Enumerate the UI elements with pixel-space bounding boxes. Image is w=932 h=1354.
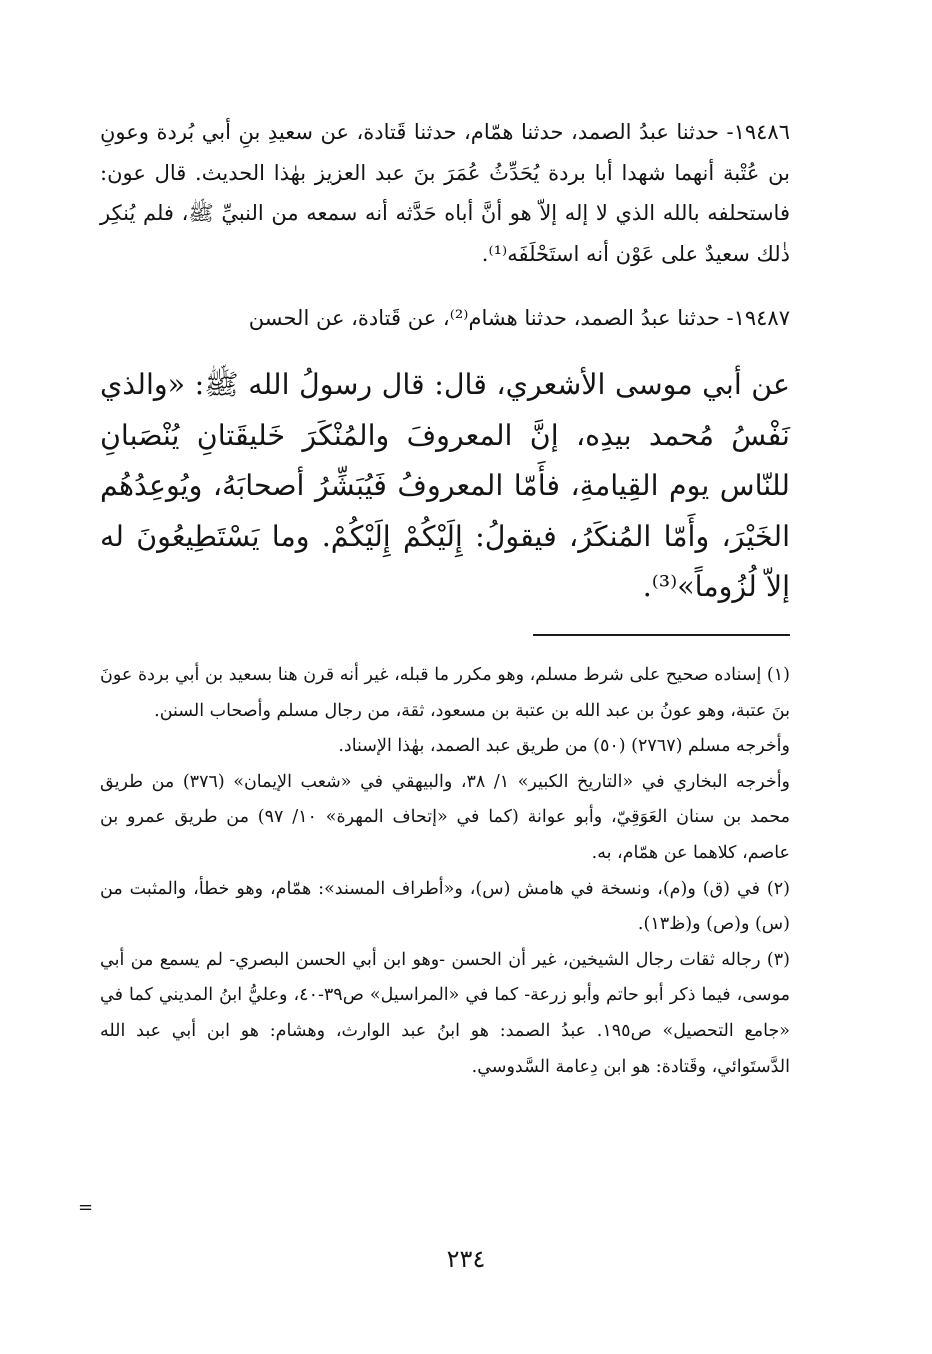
footnote-separator (533, 634, 790, 636)
page-number: ٢٣٤ (446, 1245, 486, 1273)
footnote-2: (٢) في (ق) و(م)، ونسخة في هامش (س)، و«أطراف المسند»: همّام، وهو خطأ، والمثبت من (س) و(ص) و(ظ١٣). (100, 878, 790, 935)
hadith-19486 (100, 112, 790, 274)
hadith-19487-matn-text: عن أبي موسى الأشعري، قال: قال رسولُ الله ﷺ: «والذي نَفْسُ مُحمد بيدِه، إنَّ المعروفَ والمُنْكَرَ خَليقَتانِ يُنْصَبانِ للنّاس يوم القِيامةِ، فأَمّا المعروفُ فَيُبَشِّرُ أصحابَهُ، ويُوعِدُهُم الخَيْرَ، وأَمّا المُنكَرُ، فيقولُ: إِلَيْكُمْ إِلَيْكُمْ. وما يَسْتَطِيعُونَ له إلاّ لُزُوماً»⁽³⁾. (100, 368, 790, 603)
hadith-19486-text: ١٩٤٨٦- حدثنا عبدُ الصمد، حدثنا همّام، حدثنا قَتادة، عن سعيدِ بنِ أبي بُردة وعونِ بن عُتْبة أنهما شهدا أبا بردة يُحَدِّثُ عُمَرَ بنَ عبد العزيز بهٰذا الحديث. قال عون: فاستحلفه بالله الذي لا إله إلاّ هو أنَّ أباه حَدَّثه أنه سمعه من النبيِّ ﷺ، فلم يُنكِر ذٰلك سعيدٌ على عَوْن أنه استَحْلَفَه⁽¹⁾. (100, 120, 790, 266)
footnote-3: (٣) رجاله ثقات رجال الشيخين، غير أن الحسن -وهو ابن أبي الحسن البصري- لم يسمع من أبي موسى، فيما ذكر أبو حاتم وأبو زرعة- كما في «المراسيل» ص٣٩-٤٠، وعليُّ ابنُ المديني كما في «جامع التحصيل» ص١٩٥. عبدُ الصمد: هو ابنُ عبد الوارث، وهشام: هو ابن أبي عبد الله الدَّستَوائي، وقَتادة: هو ابن دِعامة السَّدوسي. (100, 949, 790, 1077)
hadith-19487-matn (100, 360, 790, 613)
hadith-19487-isnad (100, 298, 790, 339)
footnote-1-muslim: وأخرجه مسلم (٢٧٦٧) (٥٠) من طريق عبد الصمد، بهٰذا الإسناد. (338, 736, 790, 757)
footnote-1-bukhari: وأخرجه البخاري في «التاريخ الكبير» ١/ ٣٨، والبيهقي في «شعب الإيمان» (٣٧٦) من طريق محمد بن سنان العَوَقِيّ، وأبو عوانة (كما في «إتحاف المهرة» ١٠/ ٩٧) من طريق عمرو بن عاصم، كلاهما عن همّام، به. (100, 771, 791, 863)
hadith-19487-isnad-text: ١٩٤٨٧- حدثنا عبدُ الصمد، حدثنا هشام⁽²⁾، عن قَتادة، عن الحسن (248, 306, 790, 330)
footnote-1: (١) إسناده صحيح على شرط مسلم، وهو مكرر ما قبله، غير أنه قرن هنا بسعيد بن أبي بردة عونَ بنَ عتبة، وهو عونُ بن عبد الله بن عتبة بن مسعود، ثقة، من رجال مسلم وأصحاب السنن. (100, 665, 790, 721)
continuation-mark: = (78, 1197, 94, 1218)
footnotes (100, 658, 790, 1085)
